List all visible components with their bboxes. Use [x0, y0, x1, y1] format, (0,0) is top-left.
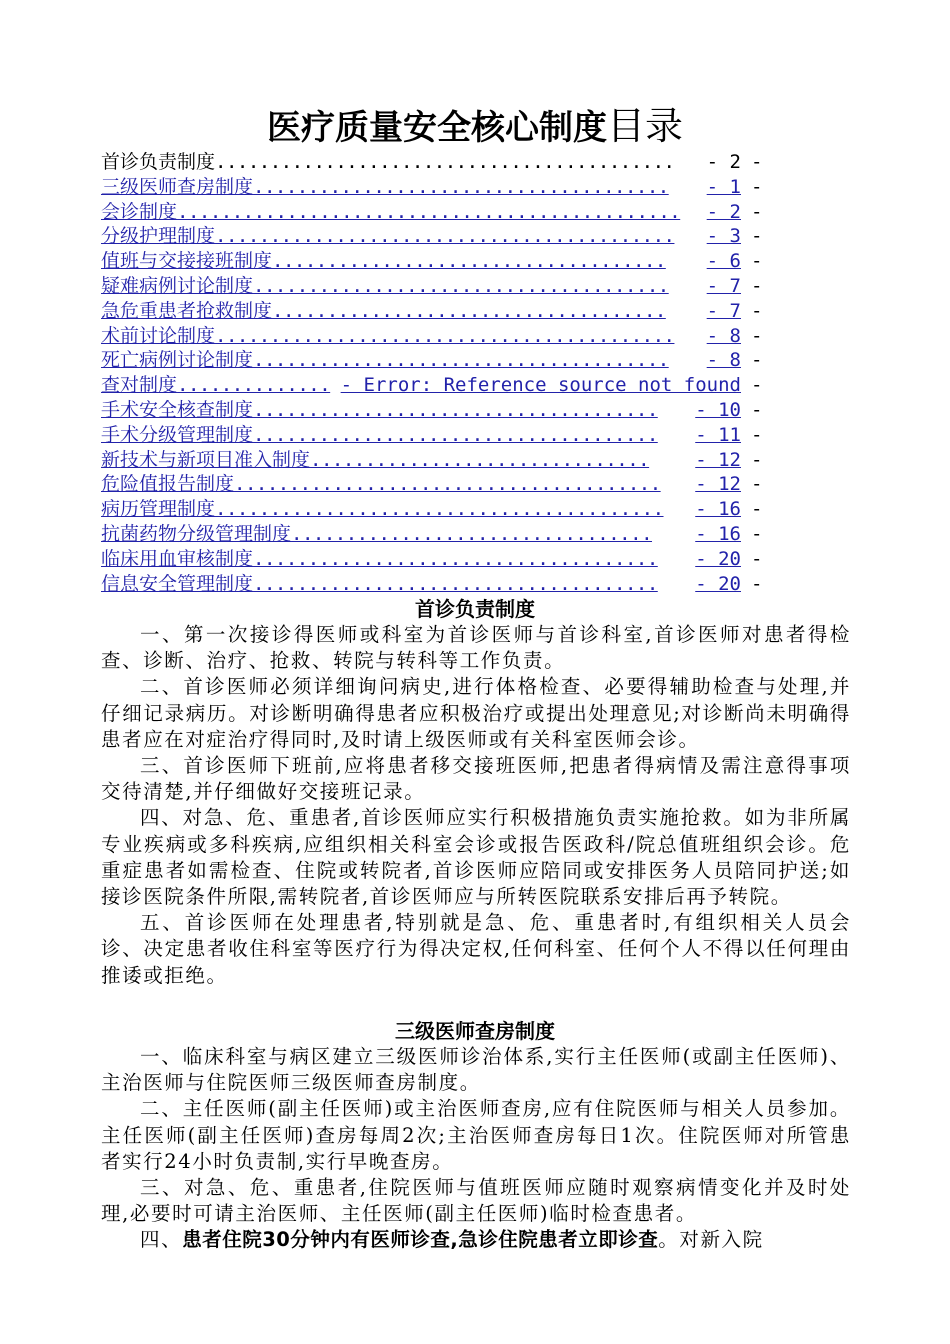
toc-page-dash: -: [751, 250, 763, 273]
paragraph: 三、首诊医师下班前,应将患者移交接班医师,把患者得病情及需注意得事项交待清楚,并仔细做好交接班记录。: [101, 754, 851, 804]
toc-page-number: - 20: [695, 572, 741, 595]
toc-page-dash: -: [751, 398, 763, 421]
toc-entry[interactable]: [101, 348, 767, 373]
toc-entry-label: 疑难病例讨论制度: [101, 274, 254, 297]
toc-entry-label: 三级医师查房制度: [101, 175, 254, 198]
toc-page-dash: -: [751, 274, 763, 297]
toc-entry-link[interactable]: [101, 200, 741, 225]
toc-entry-label: 分级护理制度: [101, 225, 216, 248]
title-main: 医疗质量安全核心制度: [266, 108, 607, 148]
toc-leader-dots: ..............: [177, 374, 331, 397]
toc-page-dash: -: [751, 225, 763, 248]
toc-entry-link[interactable]: [101, 224, 741, 249]
toc-entry-label: 新技术与新项目准入制度: [101, 448, 311, 471]
toc-leader-dots: ..............................................: [177, 200, 681, 223]
toc-page-dash: -: [751, 522, 763, 545]
toc-page-dash: -: [751, 473, 763, 496]
toc-entry-link[interactable]: [101, 373, 741, 398]
toc-entry-label: 值班与交接接班制度: [101, 250, 273, 273]
toc-page-number: - 12: [695, 448, 741, 471]
toc-entry-link: [101, 150, 741, 175]
toc-entry[interactable]: [101, 224, 767, 249]
toc-entry-label: 查对制度: [101, 374, 178, 397]
toc-page-number: - 20: [695, 547, 741, 570]
toc-leader-dots: .........................................: [215, 498, 664, 521]
table-of-contents: [101, 150, 767, 596]
toc-entry[interactable]: [101, 497, 767, 522]
toc-entry-link[interactable]: [101, 175, 741, 200]
paragraph: 二、首诊医师必须详细询问病史,进行体格检查、必要得辅助检查与处理,并仔细记录病历。对诊断明确得患者应积极治疗或提出处理意见;对诊断尚未明确得患者应在对症治疗得同时,及时请上级医师或有关科室医师会诊。: [101, 675, 851, 751]
toc-page-dash: -: [751, 423, 763, 446]
toc-entry-link[interactable]: [101, 324, 741, 349]
toc-page-dash: -: [751, 374, 763, 397]
toc-page-dash: -: [751, 349, 763, 372]
toc-page-number: - 7: [706, 274, 741, 297]
toc-leader-dots: ....................................: [272, 250, 666, 273]
toc-entry: [101, 150, 767, 175]
section-body-ward-round: [101, 1044, 851, 1254]
toc-page-number: - 11: [695, 423, 741, 446]
paragraph-suffix: 。对新入院: [658, 1228, 764, 1252]
toc-entry[interactable]: [101, 175, 767, 200]
toc-entry[interactable]: [101, 522, 767, 547]
paragraph: 三、对急、危、重患者,住院医师与值班医师应随时观察病情变化并及时处理,必要时可请主治医师、主任医师(副主任医师)临时检查患者。: [101, 1176, 851, 1226]
toc-entry-link[interactable]: [101, 398, 741, 423]
toc-page-number: - 2: [706, 151, 741, 173]
toc-entry[interactable]: [101, 423, 767, 448]
toc-entry-label: 术前讨论制度: [101, 324, 216, 347]
toc-entry[interactable]: [101, 324, 767, 349]
toc-page-number: - 16: [695, 522, 741, 545]
toc-page-dash: -: [751, 151, 763, 173]
toc-entry-link[interactable]: [101, 448, 741, 473]
toc-leader-dots: ...............................: [310, 448, 650, 471]
toc-page-dash: -: [751, 324, 763, 347]
toc-entry[interactable]: [101, 299, 767, 324]
toc-leader-dots: ......................................: [253, 175, 669, 198]
toc-entry-label: 死亡病例讨论制度: [101, 349, 254, 372]
toc-page-number: - 10: [695, 398, 741, 421]
toc-page-number: - 7: [706, 299, 741, 322]
toc-leader-dots: ......................................: [253, 349, 669, 372]
paragraph: 五、首诊医师在处理患者,特别就是急、危、重患者时,有组织相关人员会诊、决定患者收住科室等医疗行为得决定权,任何科室、任何个人不得以任何理由推诿或拒绝。: [101, 911, 851, 987]
paragraph: 二、主任医师(副主任医师)或主治医师查房,应有住院医师与相关人员参加。主任医师(副主任医师)查房每周2次;主治医师查房每日1次。住院医师对所管患者实行24小时负责制,实行早晚查房。: [101, 1097, 851, 1173]
toc-entry-label: 会诊制度: [101, 200, 178, 223]
toc-entry-label: 抗菌药物分级管理制度: [101, 522, 292, 545]
toc-entry-label: 临床用血审核制度: [101, 547, 254, 570]
toc-page-dash: -: [751, 498, 763, 521]
toc-page-number: - 8: [706, 349, 741, 372]
toc-entry-link[interactable]: [101, 497, 741, 522]
toc-entry-label: 手术分级管理制度: [101, 423, 254, 446]
toc-leader-dots: ....................................: [272, 299, 666, 322]
toc-leader-dots: .....................................: [253, 572, 658, 595]
toc-leader-dots: .......................................: [234, 473, 661, 496]
toc-entry[interactable]: [101, 398, 767, 423]
toc-entry-link[interactable]: [101, 249, 741, 274]
toc-entry[interactable]: [101, 373, 767, 398]
toc-entry-label: 危险值报告制度: [101, 473, 235, 496]
toc-page-number: - 6: [706, 250, 741, 273]
paragraph-bold-emphasis: 患者住院30分钟内有医师诊查,急诊住院患者立即诊查: [182, 1228, 659, 1252]
toc-page-number: - 12: [695, 473, 741, 496]
paragraph: 一、临床科室与病区建立三级医师诊治体系,实行主任医师(或副主任医师)、主治医师与住院医师三级医师查房制度。: [101, 1045, 851, 1095]
toc-page-number: - 3: [706, 225, 741, 248]
toc-entry[interactable]: [101, 472, 767, 497]
toc-entry[interactable]: [101, 572, 767, 597]
toc-entry[interactable]: [101, 448, 767, 473]
paragraph-prefix: 四、: [140, 1228, 183, 1252]
paragraph: 一、第一次接诊得医师或科室为首诊医师与首诊科室,首诊医师对患者得检查、诊断、治疗、抢救、转院与转科等工作负责。: [101, 623, 851, 673]
toc-entry[interactable]: [101, 200, 767, 225]
toc-entry-link[interactable]: [101, 299, 741, 324]
toc-leader-dots: .................................: [291, 522, 653, 545]
toc-page-number: - 8: [706, 324, 741, 347]
toc-leader-dots: ......................................: [253, 274, 669, 297]
section-heading-ward-round: 三级医师查房制度: [395, 1019, 555, 1043]
toc-entry-link[interactable]: [101, 522, 741, 547]
paragraph: 四、对急、危、重患者,首诊医师应实行积极措施负责实施抢救。如为非所属专业疾病或多科疾病,应组织相关科室会诊或报告医政科/院总值班组织会诊。危重症患者如需检查、住院或转院者,首诊医师应陪同或安排医务人员陪同护送;如接诊医院条件所限,需转院者,首诊医师应与所转医院联系安排后再予转院。: [101, 806, 851, 909]
toc-entry-label: 信息安全管理制度: [101, 572, 254, 595]
toc-entry[interactable]: [101, 249, 767, 274]
section-heading-first-visit: 首诊负责制度: [415, 597, 535, 621]
toc-leader-dots: ..........................................: [215, 225, 675, 248]
toc-entry-link[interactable]: [101, 547, 741, 572]
toc-entry-link[interactable]: [101, 423, 741, 448]
toc-entry-link[interactable]: [101, 274, 741, 299]
title-suffix: 目录: [606, 104, 683, 148]
paragraph: [101, 1227, 851, 1253]
toc-page-number: - 1: [706, 175, 741, 198]
page-title: [0, 104, 950, 150]
toc-page-dash: -: [751, 547, 763, 570]
toc-entry[interactable]: [101, 547, 767, 572]
toc-leader-dots: .....................................: [253, 547, 658, 570]
toc-page-dash: -: [751, 299, 763, 322]
toc-entry-label: 首诊负责制度: [101, 151, 216, 173]
toc-leader-dots: .....................................: [253, 423, 658, 446]
toc-entry-link[interactable]: [101, 348, 741, 373]
toc-leader-dots: ..........................................: [215, 151, 675, 173]
section-body-first-visit: [101, 622, 851, 989]
toc-entry-label: 急危重患者抢救制度: [101, 299, 273, 322]
toc-page-dash: -: [751, 572, 763, 595]
toc-page-number: - 16: [695, 498, 741, 521]
toc-page-dash: -: [751, 175, 763, 198]
toc-page-dash: -: [751, 448, 763, 471]
toc-page-dash: -: [751, 200, 763, 223]
toc-entry-link[interactable]: [101, 472, 741, 497]
toc-leader-dots: ..........................................: [215, 324, 675, 347]
toc-entry[interactable]: [101, 274, 767, 299]
toc-page-number: - 2: [706, 200, 741, 223]
toc-leader-dots: .....................................: [253, 398, 658, 421]
toc-entry-label: 病历管理制度: [101, 498, 216, 521]
toc-page-number: - Error: Reference source not found: [340, 374, 741, 397]
toc-entry-link[interactable]: [101, 572, 741, 597]
toc-entry-label: 手术安全核查制度: [101, 398, 254, 421]
